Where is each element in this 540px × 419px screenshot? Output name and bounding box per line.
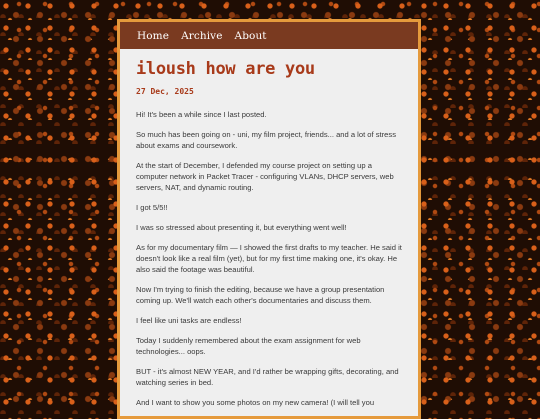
top-nav: [120, 22, 418, 49]
post-paragraph: Today I suddenly remembered about the exam assignment for web technologies... oops.: [136, 336, 361, 356]
post-paragraph: I got 5/5!!: [136, 203, 168, 212]
nav-archive-link[interactable]: Archive: [181, 29, 223, 42]
post-paragraph: I was so stressed about presenting it, but everything went well!: [136, 223, 347, 232]
post-paragraph: At the start of December, I defended my course project on setting up a computer network in Packet Tracer - configuring VLANs, DHCP servers, web servers, NAT, and dynamic routing.: [136, 161, 394, 192]
post-paragraph: BUT - it's almost NEW YEAR, and I'd rather be wrapping gifts, decorating, and watching series in bed.: [136, 367, 399, 387]
post-title: iloush how are you: [136, 59, 315, 79]
post-content: [120, 49, 418, 408]
post-paragraph: So much has been going on - uni, my film project, friends... and a lot of stress about exams and coursework.: [136, 130, 397, 150]
blog-page: [117, 19, 421, 419]
post-paragraph: And I want to show you some photos on my new camera! (I will tell you: [136, 398, 375, 407]
nav-home-link[interactable]: Home: [137, 29, 170, 42]
post-paragraph: Hi! It's been a while since I last posted.: [136, 110, 267, 119]
post-paragraph: I feel like uni tasks are endless!: [136, 316, 242, 325]
post-paragraph: As for my documentary film — I showed the first drafts to my teacher. He said it doesn't look like a real film (yet), but for my first time making one, it's okay. He also said the footage was beautiful.: [136, 243, 402, 274]
post-paragraph: Now I'm trying to finish the editing, because we have a group presentation coming up. We'll watch each other's documentaries and discuss them.: [136, 285, 385, 305]
nav-about-link[interactable]: About: [234, 29, 267, 42]
post-body: [136, 109, 402, 408]
post-date: 27 Dec, 2025: [136, 87, 194, 96]
